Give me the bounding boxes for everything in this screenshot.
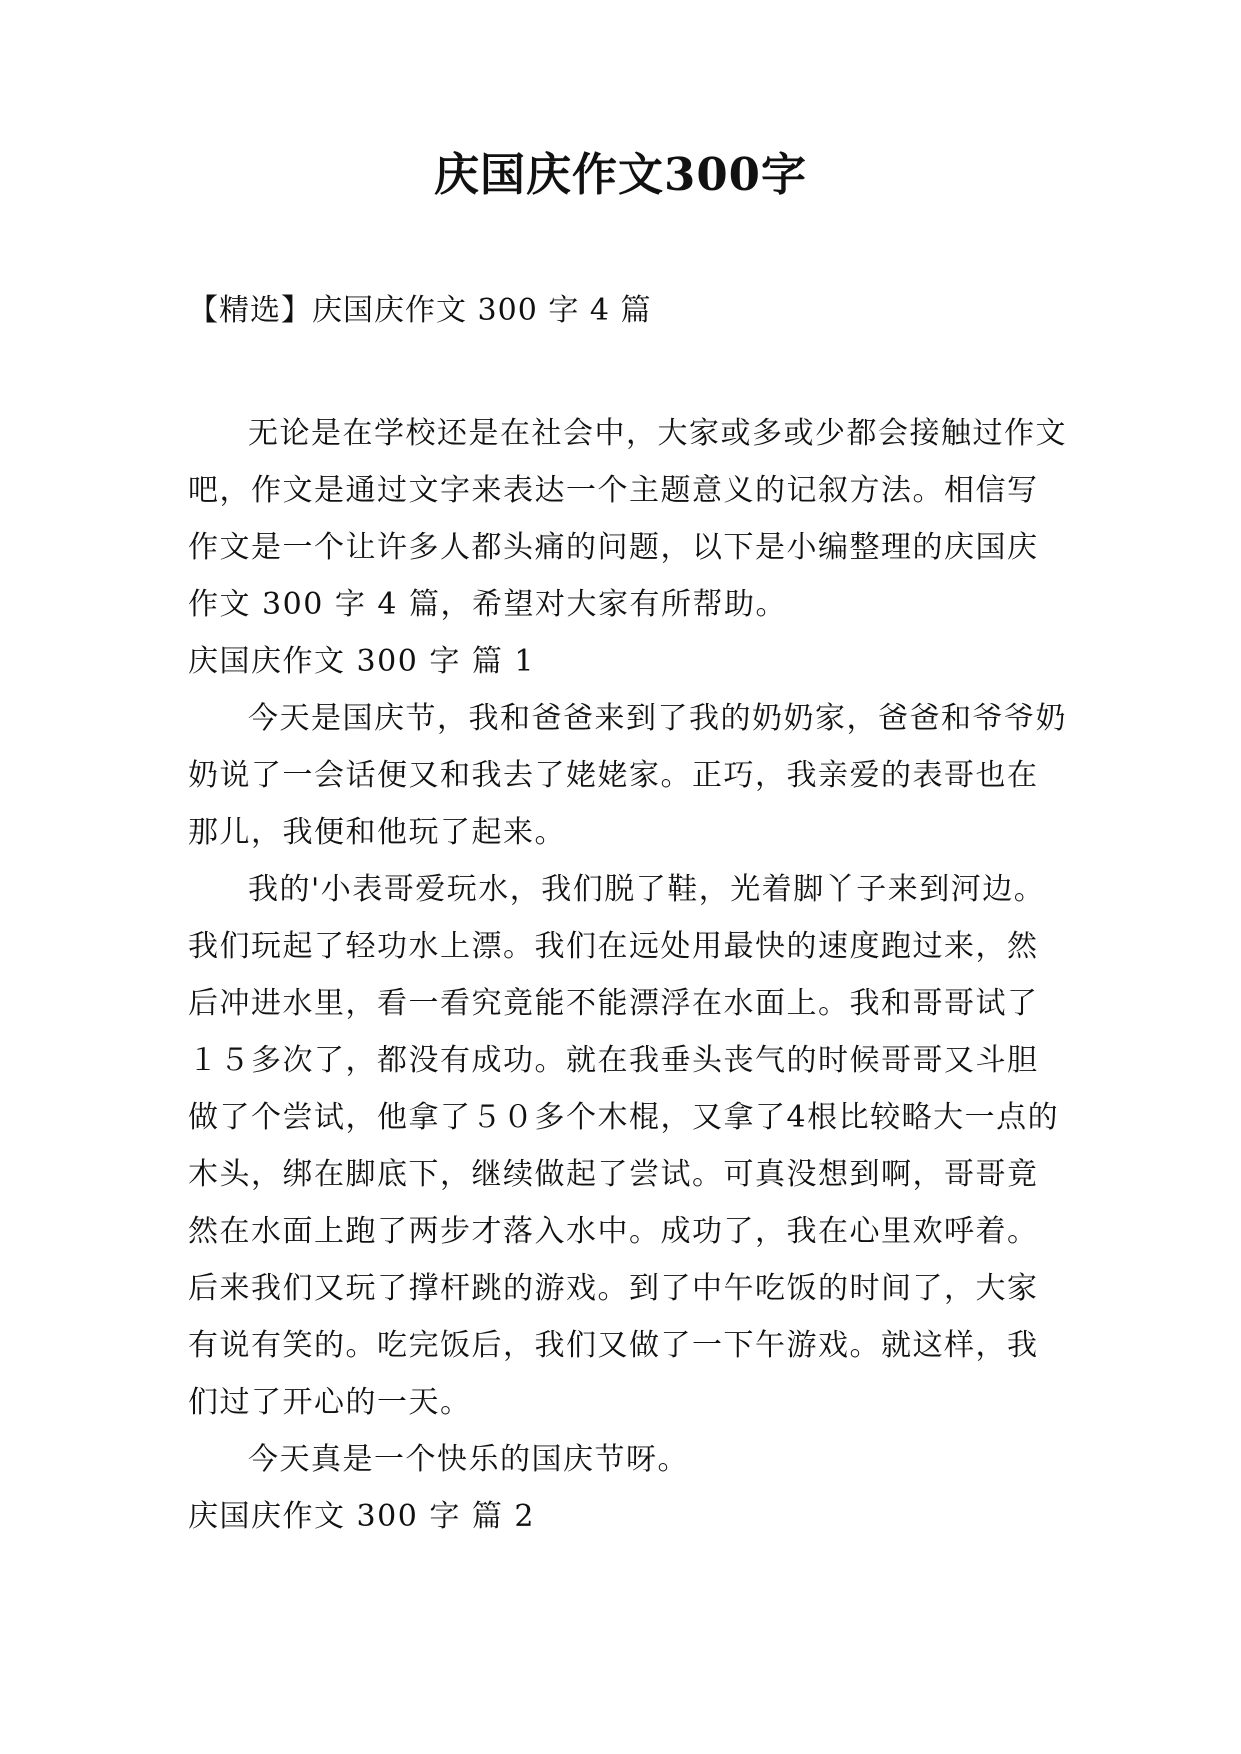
document-body (188, 405, 1068, 1545)
essay-1-paragraph-2: 我的'小表哥爱玩水，我们脱了鞋，光着脚丫子来到河边。我们玩起了轻功水上漂。我们在远处用最快的速度跑过来，然后冲进水里，看一看究竟能不能漂浮在水面上。我和哥哥试了１５多次了，都没有成功。就在我垂头丧气的时候哥哥又斗胆做了个尝试，他拿了５０多个木棍，又拿了4根比较略大一点的木头，绑在脚底下，继续做起了尝试。可真没想到啊，哥哥竟然在水面上跑了两步才落入水中。成功了，我在心里欢呼着。后来我们又玩了撑杆跳的游戏。到了中午吃饭的时间了，大家有说有笑的。吃完饭后，我们又做了一下午游戏。就这样，我们过了开心的一天。 (188, 872, 1060, 1420)
intro-paragraph: 无论是在学校还是在社会中，大家或多或少都会接触过作文吧，作文是通过文字来表达一个主题意义的记叙方法。相信写作文是一个让许多人都头痛的问题，以下是小编整理的庆国庆作文 300 字 4 篇，希望对大家有所帮助。 (188, 416, 1067, 622)
essay-1-paragraph-3: 今天真是一个快乐的国庆节呀。 (248, 1442, 689, 1477)
essay-1-paragraph-1: 今天是国庆节，我和爸爸来到了我的奶奶家，爸爸和爷爷奶奶说了一会话便又和我去了姥姥家。正巧，我亲爱的表哥也在那儿，我便和他玩了起来。 (188, 701, 1067, 850)
document-subtitle: 【精选】庆国庆作文 300 字 4 篇 (188, 293, 652, 328)
section-heading-2: 庆国庆作文 300 字 篇 2 (188, 1499, 535, 1534)
section-heading-1: 庆国庆作文 300 字 篇 1 (188, 644, 535, 679)
document-title: 庆国庆作文300字 (434, 148, 807, 201)
